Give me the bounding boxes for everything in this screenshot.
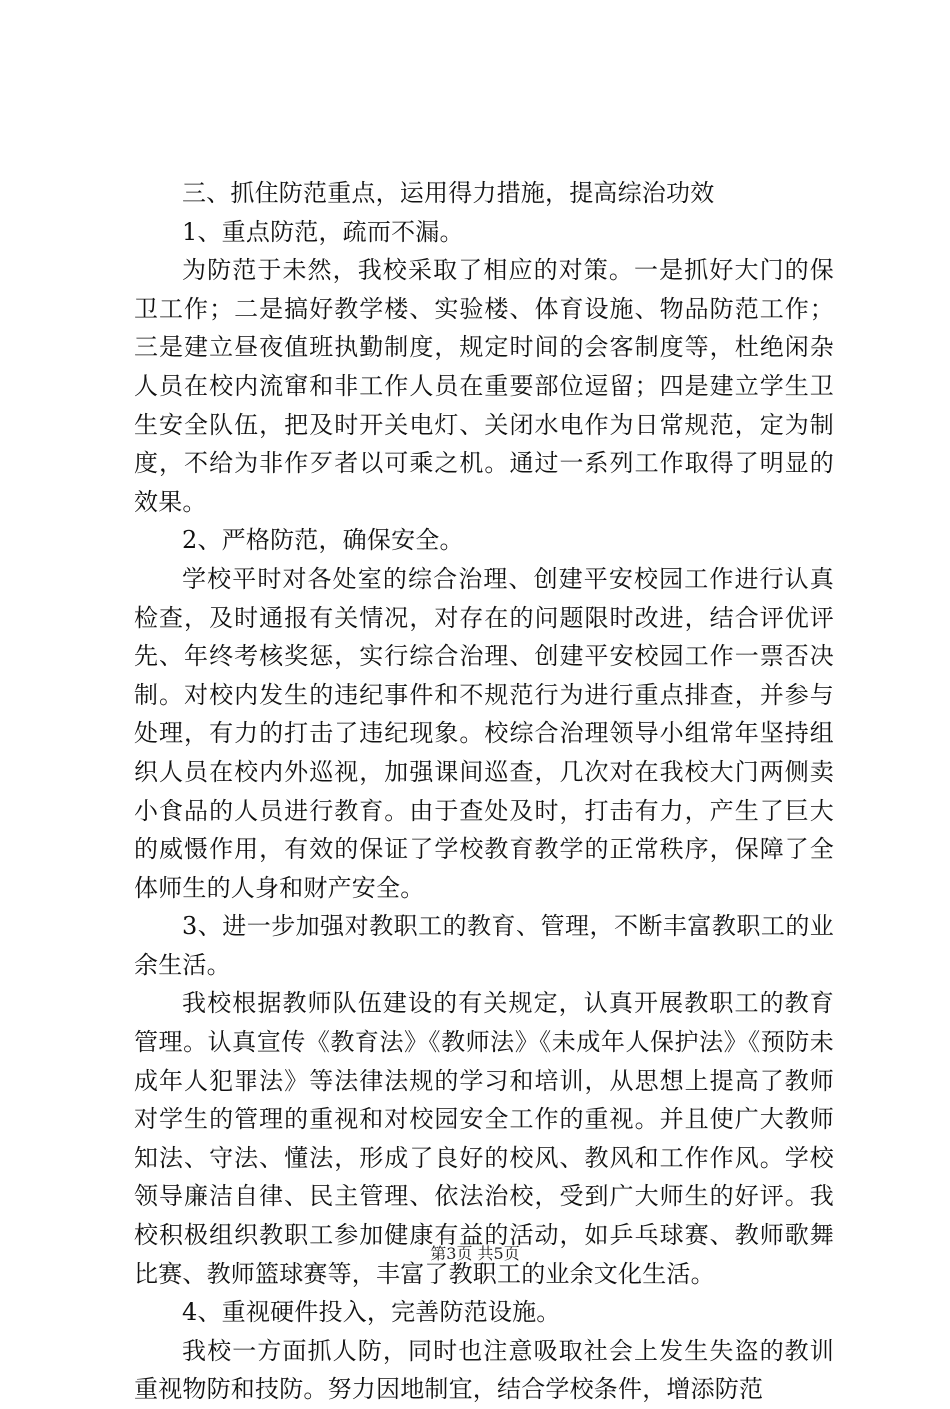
subheading-3: 3、进一步加强对教职工的教育、管理，不断丰富教职工的业余生活。 <box>134 912 834 979</box>
paragraph-4: 我校一方面抓人防，同时也注意吸取社会上发生失盗的教训重视物防和技防。努力因地制宜，结合学校条件，增添防范 <box>134 1336 834 1404</box>
document-body <box>134 174 834 1409</box>
paragraph-1: 为防范于未然，我校采取了相应的对策。一是抓好大门的保卫工作；二是搞好教学楼、实验楼、体育设施、物品防范工作；三是建立昼夜值班执勤制度，规定时间的会客制度等，杜绝闲杂人员在校内流窜和非工作人员在重要部位逗留；四是建立学生卫生安全队伍，把及时开关电灯、关闭水电作为日常规范，定为制度，不给为非作歹者以可乘之机。通过一系列工作取得了明显的效果。 <box>134 256 834 516</box>
paragraph-3: 我校根据教师队伍建设的有关规定，认真开展教职工的教育管理。认真宣传《教育法》《教师法》《未成年人保护法》《预防未成年人犯罪法》等法律法规的学习和培训，从思想上提高了教师对学生的管理的重视和对校园安全工作的重视。并且使广大教师知法、守法、懂法，形成了良好的校风、教风和工作作风。学校领导廉洁自律、民主管理、依法治校，受到广大师生的好评。我校积极组织教职工参加健康有益的活动，如乒乓球赛、教师歌舞比赛、教师篮球赛等，丰富了教职工的业余文化生活。 <box>134 989 834 1288</box>
paragraph-2: 学校平时对各处室的综合治理、创建平安校园工作进行认真检查，及时通报有关情况，对存在的问题限时改进，结合评优评先、年终考核奖惩，实行综合治理、创建平安校园工作一票否决制。对校内发生的违纪事件和不规范行为进行重点排查，并参与处理，有力的打击了违纪现象。校综合治理领导小组常年坚持组织人员在校内外巡视，加强课间巡查，几次对在我校大门两侧卖小食品的人员进行教育。由于查处及时，打击有力，产生了巨大的威慑作用，有效的保证了学校教育教学的正常秩序，保障了全体师生的人身和财产安全。 <box>134 564 834 902</box>
subheading-1: 1、重点防范，疏而不漏。 <box>182 217 464 246</box>
page-footer <box>0 1242 950 1266</box>
section-heading: 三、抓住防范重点，运用得力措施，提高综治功效 <box>182 179 715 207</box>
subheading-2: 2、严格防范，确保安全。 <box>182 526 464 555</box>
page-number: 第3页 共5页 <box>430 1244 520 1263</box>
subheading-4: 4、重视硬件投入，完善防范设施。 <box>182 1298 561 1327</box>
